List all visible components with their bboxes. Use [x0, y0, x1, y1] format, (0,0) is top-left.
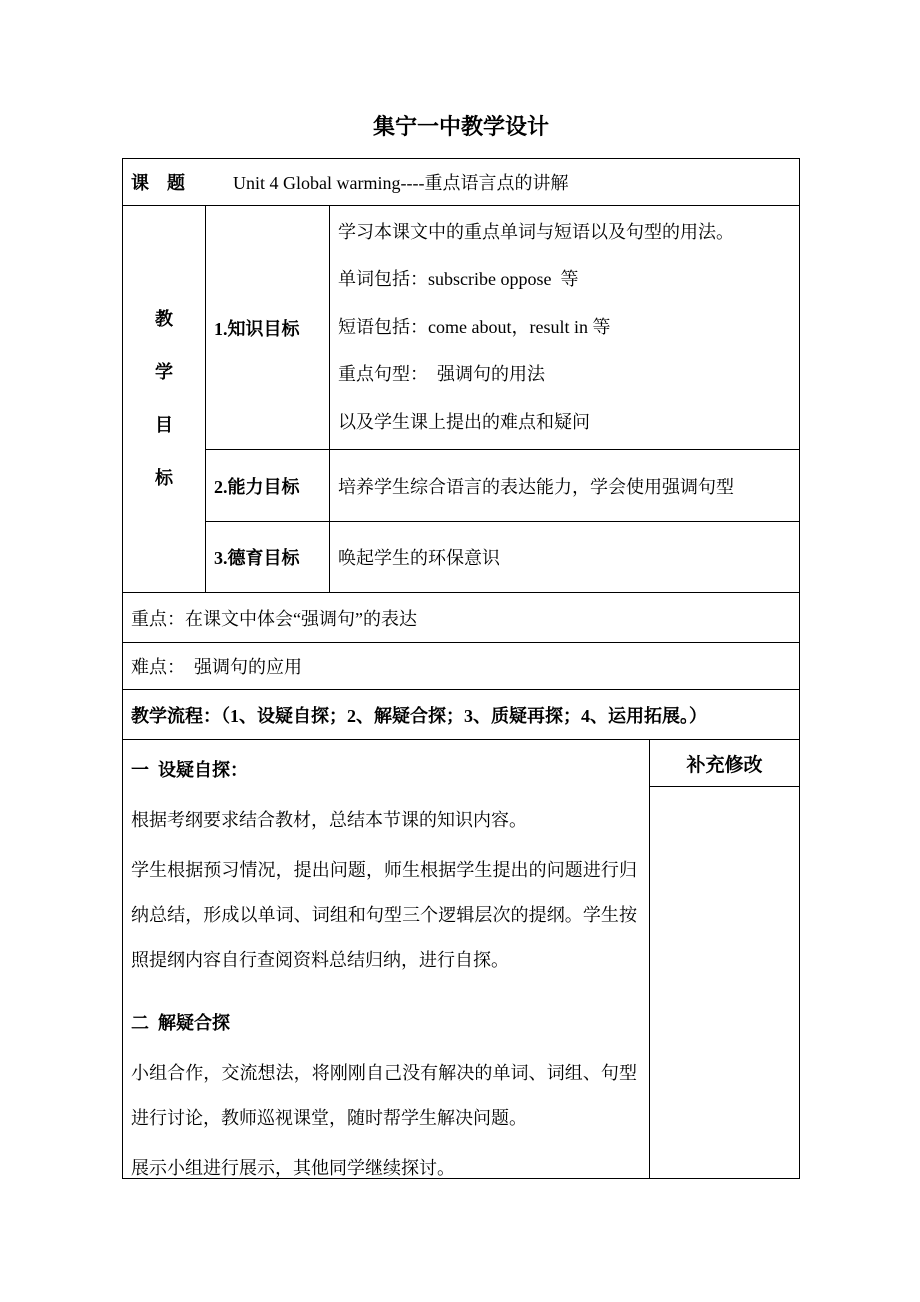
- knowledge-line: 短语包括：come about，result in 等: [338, 316, 611, 337]
- objectives-vertical-header: [123, 206, 206, 592]
- document-body: [122, 112, 800, 1179]
- ability-objective-row: [206, 450, 799, 522]
- key-point-text: 重点：在课文中体会“强调句”的表达: [131, 608, 417, 629]
- page-title: 集宁一中教学设计: [372, 114, 549, 139]
- section2-paragraph: 展示小组进行展示，其他同学继续探讨。: [131, 1158, 455, 1178]
- section2-heading: 二 解疑合探: [131, 1013, 230, 1033]
- teaching-process-text: 教学流程：（1、设疑自探；2、解疑合探；3、质疑再探；4、运用拓展。）: [131, 705, 707, 726]
- supplement-column: [649, 740, 799, 1178]
- lesson-steps-cell: [123, 740, 649, 1178]
- difficult-point-text: 难点： 强调句的应用: [131, 657, 302, 677]
- key-point-row: [123, 593, 799, 643]
- moral-objective-row: [206, 522, 799, 592]
- knowledge-line: 单词包括：subscribe oppose 等: [338, 269, 579, 290]
- moral-objective-label: 3.德育目标: [206, 522, 330, 592]
- difficult-point-row: [123, 643, 799, 690]
- knowledge-objective-row: [206, 206, 799, 450]
- supplement-header: 补充修改: [650, 740, 799, 787]
- supplement-empty-area: [650, 787, 799, 1178]
- section1-paragraph: 学生根据预习情况，提出问题，师生根据学生提出的问题进行归纳总结，形成以单词、词组和句型三个逻辑层次的提纲。学生按照提纲内容自行查阅资料总结归纳，进行自探。: [131, 860, 637, 970]
- topic-label: 课 题: [131, 173, 185, 193]
- ability-objective-content: 培养学生综合语言的表达能力，学会使用强调句型: [338, 476, 734, 497]
- topic-value: Unit 4 Global warming----重点语言点的讲解: [233, 173, 569, 193]
- objectives-header-char: 目: [155, 415, 173, 435]
- section1-heading: 一 设疑自探：: [131, 760, 248, 780]
- ability-objective-label: 2.能力目标: [206, 450, 330, 521]
- lesson-plan-table: [122, 158, 800, 1179]
- objectives-body: [206, 206, 799, 592]
- knowledge-line: 以及学生课上提出的难点和疑问: [338, 411, 590, 432]
- objectives-header-char: 标: [155, 468, 173, 488]
- moral-objective-content: 唤起学生的环保意识: [338, 548, 500, 568]
- objectives-header-char: 教: [155, 309, 173, 329]
- main-content-row: [123, 740, 799, 1178]
- section1-paragraph: 根据考纲要求结合教材，总结本节课的知识内容。: [131, 810, 527, 830]
- objectives-section: [123, 206, 799, 593]
- objectives-header-char: 学: [155, 362, 173, 382]
- knowledge-line: 重点句型： 强调句的用法: [338, 364, 545, 385]
- teaching-process-row: [123, 690, 799, 740]
- knowledge-objective-label: 1.知识目标: [206, 206, 330, 449]
- knowledge-objective-content: [330, 206, 799, 449]
- topic-row: [123, 159, 799, 206]
- knowledge-line: 学习本课文中的重点单词与短语以及句型的用法。: [338, 221, 734, 242]
- section2-paragraph: 小组合作，交流想法，将刚刚自己没有解决的单词、词组、句型进行讨论，教师巡视课堂，随时帮学生解决问题。: [131, 1063, 637, 1128]
